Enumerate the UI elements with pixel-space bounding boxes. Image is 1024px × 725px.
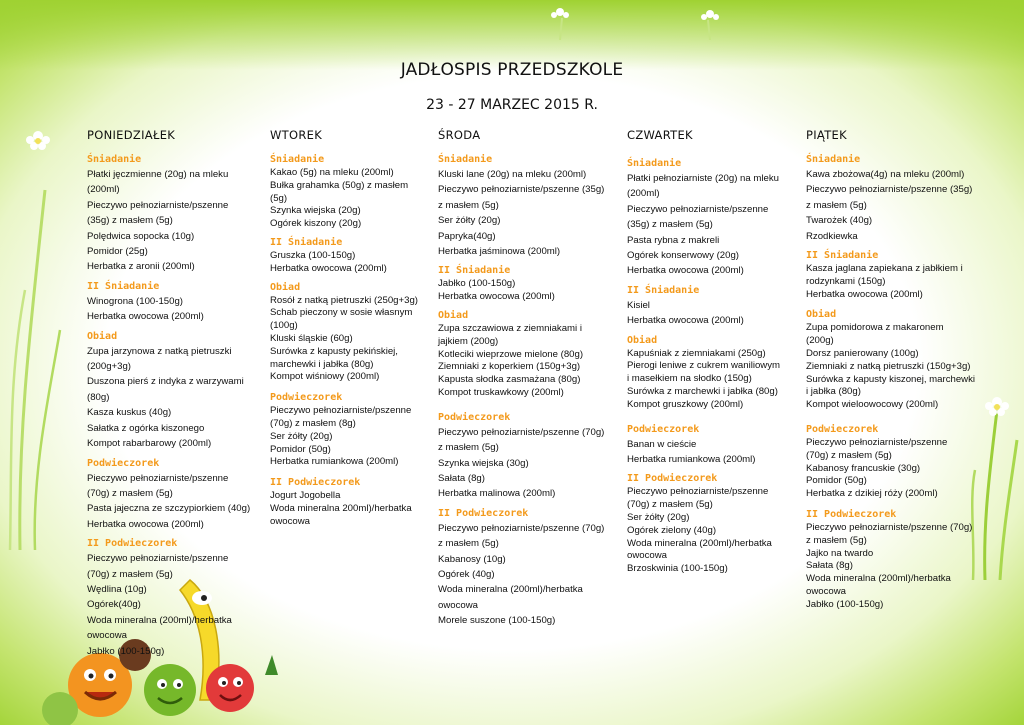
menu-item: Pieczywo pełnoziarniste/pszenne xyxy=(87,472,229,484)
menu-item: Ziemniaki z koperkiem (150g+3g) xyxy=(438,361,581,373)
menu-item: Woda mineralna (200ml)/herbatka xyxy=(87,614,232,626)
menu-item: Kakao (5g) na mleku (200ml) xyxy=(270,167,394,178)
menu-item: Pasta jajeczna ze szczypiorkiem (40g) xyxy=(87,503,251,515)
menu-item: Banan w cieście xyxy=(627,438,697,450)
menu-item: Kawa zbożowa(4g) na mleku (200ml) xyxy=(806,169,965,180)
menu-item: Dorsz panierowany (100g) xyxy=(806,348,919,360)
meal-label: Śniadanie xyxy=(270,154,325,165)
menu-item: Jogurt Jogobella xyxy=(270,490,341,502)
menu-item: Papryka(40g) xyxy=(438,230,496,242)
menu-item: Pieczywo pełnoziarniste/pszenne xyxy=(87,553,229,565)
menu-item: Schab pieczony w sosie własnym xyxy=(270,307,413,319)
meal-section xyxy=(270,237,435,276)
menu-item: Kompot rabarbarowy (200ml) xyxy=(87,438,212,450)
menu-item: rodzynkami (150g) xyxy=(806,275,886,287)
date-range: 23 - 27 MARZEC 2015 R. xyxy=(426,97,598,113)
meal-section xyxy=(438,265,620,304)
menu-item: Kapuśniak z ziemniakami (250g) xyxy=(627,347,766,359)
meal-label: II Śniadanie xyxy=(438,265,511,277)
menu-item: Jajko na twardo xyxy=(806,547,874,559)
menu-item: Kabanosy francuskie (30g) xyxy=(806,462,921,474)
day-column-tuesday xyxy=(270,128,435,529)
meal-section xyxy=(270,477,435,528)
meal-section xyxy=(87,281,262,325)
menu-item: Ogórek kiszony (20g) xyxy=(270,218,362,230)
meal-section xyxy=(627,335,797,412)
menu-item: (100g) xyxy=(270,320,298,332)
menu-item: Herbatka owocowa (200ml) xyxy=(87,518,204,530)
meal-section xyxy=(87,458,262,533)
meal-section xyxy=(438,310,620,400)
menu-item: Pasta rybna z makreli xyxy=(627,234,720,246)
menu-item: Sałata (8g) xyxy=(438,473,485,485)
menu-item: Kisiel xyxy=(627,299,650,311)
menu-item: Wędlina (10g) xyxy=(87,583,147,595)
day-header: PIĄTEK xyxy=(806,128,847,142)
meal-label: II Śniadanie xyxy=(270,236,343,248)
menu-item: jajkiem (200g) xyxy=(438,335,499,347)
menu-item: (70g) z masłem (5g) xyxy=(806,449,892,461)
menu-item: Rosół z natką pietruszki (250g+3g) xyxy=(270,294,418,306)
menu-item: Bułka grahamka (50g) z masłem xyxy=(270,179,409,191)
menu-item: Ser żółty (20g) xyxy=(438,215,501,227)
meal-section xyxy=(438,412,620,502)
menu-item: (200g+3g) xyxy=(87,361,132,373)
menu-item: Woda mineralna 200ml)/herbatka xyxy=(270,502,412,514)
menu-item: z masłem (5g) xyxy=(438,442,499,454)
menu-item: Woda mineralna (200ml)/herbatka xyxy=(627,537,772,549)
meal-label: Śniadanie xyxy=(438,154,493,165)
meal-label: II Śniadanie xyxy=(627,284,700,296)
menu-item: (200ml) xyxy=(87,184,120,196)
menu-item: Pieczywo pełnoziarniste/pszenne (35g) xyxy=(806,184,973,196)
meal-section xyxy=(87,154,262,275)
meal-label: II Podwieczorek xyxy=(87,538,178,550)
menu-item: Kompot gruszkowy (200ml) xyxy=(627,398,744,410)
menu-item: Morele suszone (100-150g) xyxy=(438,615,556,627)
menu-item: Kabanosy (10g) xyxy=(438,553,506,565)
menu-item: Kluski śląskie (60g) xyxy=(270,332,353,344)
menu-item: Surówka z marchewki i jabłka (80g) xyxy=(627,386,778,398)
menu-item: Twarożek (40g) xyxy=(806,215,873,227)
meal-label: Podwieczorek xyxy=(87,457,160,469)
menu-item: Ogórek(40g) xyxy=(87,599,141,611)
menu-item: Pieczywo pełnoziarniste/pszenne xyxy=(270,405,412,417)
menu-item: Ogórek konserwowy (20g) xyxy=(627,250,739,262)
menu-item: (70g) z masłem (5g) xyxy=(627,499,713,511)
menu-item: (200ml) xyxy=(627,188,660,200)
menu-item: Herbatka z aronii (200ml) xyxy=(87,261,195,273)
menu-item: Herbatka z dzikiej róży (200ml) xyxy=(806,488,938,500)
meal-label: Podwieczorek xyxy=(806,424,879,435)
grass-left-decoration xyxy=(0,130,70,550)
menu-item: Kotleciki wieprzowe mielone (80g) xyxy=(438,348,584,360)
meal-section xyxy=(627,158,797,279)
meal-section xyxy=(270,154,435,231)
menu-item: i masełkiem na słodko (150g) xyxy=(627,373,752,385)
day-header: PONIEDZIAŁEK xyxy=(87,128,176,142)
menu-item: Pieczywo pełnoziarniste/pszenne xyxy=(806,437,948,448)
menu-item: Kluski lane (20g) na mleku (200ml) xyxy=(438,169,587,180)
menu-item: Herbatka owocowa (200ml) xyxy=(627,265,744,277)
menu-item: Płatki pełnoziarniste (20g) na mleku xyxy=(627,173,779,184)
meal-label: Podwieczorek xyxy=(627,423,700,435)
menu-item: z masłem (5g) xyxy=(438,199,499,211)
meal-label: II Podwieczorek xyxy=(627,473,718,485)
menu-item: Ogórek (40g) xyxy=(438,569,495,581)
flowers-top-decoration xyxy=(520,0,750,40)
menu-item: Surówka z kapusty pekińskiej, xyxy=(270,345,398,357)
menu-item: (200g) xyxy=(806,335,834,347)
meal-label: II Śniadanie xyxy=(806,250,879,262)
menu-item: Pomidor (25g) xyxy=(87,246,148,258)
menu-item: Zupa szczawiowa z ziemniakami i xyxy=(438,323,582,335)
menu-item: Herbatka owocowa (200ml) xyxy=(87,311,204,323)
meal-section xyxy=(87,538,262,659)
menu-item: Kasza kuskus (40g) xyxy=(87,407,172,419)
menu-item: Pieczywo pełnoziarniste/pszenne xyxy=(627,486,769,498)
menu-item: Herbatka rumiankowa (200ml) xyxy=(270,456,399,468)
menu-item: Winogrona (100-150g) xyxy=(87,295,183,307)
menu-item: Pieczywo pełnoziarniste/pszenne (70g) xyxy=(438,426,605,438)
meal-section xyxy=(438,154,620,259)
menu-item: Herbatka rumiankowa (200ml) xyxy=(627,454,756,466)
menu-item: Surówka z kapusty kiszonej, marchewki xyxy=(806,373,976,385)
menu-item: (70g) z masłem (8g) xyxy=(270,417,356,429)
meal-section xyxy=(806,309,991,412)
menu-item: Pierogi leniwe z cukrem waniliowym xyxy=(627,360,781,372)
menu-item: Woda mineralna (200ml)/herbatka xyxy=(438,584,583,596)
menu-item: Kasza jaglana zapiekana z jabłkiem i xyxy=(806,263,963,275)
menu-item: marchewki i jabłka (80g) xyxy=(270,358,374,370)
menu-item: z masłem (5g) xyxy=(806,199,867,211)
menu-item: (70g) z masłem (5g) xyxy=(87,568,173,580)
meal-section xyxy=(438,508,620,629)
menu-item: Rzodkiewka xyxy=(806,230,858,242)
menu-item: Szynka wiejska (20g) xyxy=(270,205,361,217)
menu-item: Jabłko (100-150g) xyxy=(438,278,516,290)
meal-label: Obiad xyxy=(270,281,301,293)
day-column-monday xyxy=(87,128,262,659)
meal-label: II Podwieczorek xyxy=(438,507,529,519)
meal-section xyxy=(270,282,435,385)
page-title: JADŁOSPIS PRZEDSZKOLE xyxy=(400,60,624,80)
meal-label: Obiad xyxy=(806,309,837,321)
menu-item: Płatki jęczmienne (20g) na mleku xyxy=(87,169,229,180)
menu-item: Ogórek zielony (40g) xyxy=(627,524,717,536)
day-column-friday xyxy=(806,128,991,612)
menu-item: Polędwica sopocka (10g) xyxy=(87,230,195,242)
menu-item: Kompot truskawkowy (200ml) xyxy=(438,387,564,399)
menu-item: Herbatka malinowa (200ml) xyxy=(438,488,556,500)
menu-item: owocowa xyxy=(806,585,846,597)
menu-item: Duszona pierś z indyka z warzywami xyxy=(87,376,244,388)
menu-item: Pieczywo pełnoziarniste/pszenne xyxy=(627,203,769,215)
meal-section xyxy=(627,424,797,468)
meal-section xyxy=(806,424,991,501)
meal-label: II Podwieczorek xyxy=(270,477,361,489)
menu-item: Pomidor (50g) xyxy=(806,475,867,487)
meal-label: II Podwieczorek xyxy=(806,508,897,520)
menu-item: Sałata (8g) xyxy=(806,560,853,572)
menu-item: z masłem (5g) xyxy=(438,538,499,550)
meal-label: Obiad xyxy=(87,330,118,342)
meal-section xyxy=(87,331,262,452)
menu-item: Herbatka owocowa (200ml) xyxy=(438,291,555,303)
meal-label: Śniadanie xyxy=(87,154,142,165)
menu-item: Woda mineralna (200ml)/herbatka xyxy=(806,573,951,585)
menu-item: Pieczywo pełnoziarniste/pszenne xyxy=(87,199,229,211)
menu-item: (80g) xyxy=(87,391,110,403)
menu-item: Kapusta słodka zasmażana (80g) xyxy=(438,374,581,386)
menu-item: Pieczywo pełnoziarniste/pszenne (35g) xyxy=(438,184,605,196)
menu-item: (70g) z masłem (5g) xyxy=(87,487,173,499)
menu-item: owocowa xyxy=(87,630,127,642)
menu-item: Kompot wiśniowy (200ml) xyxy=(270,371,380,383)
day-header: WTOREK xyxy=(270,128,323,142)
meal-section xyxy=(627,473,797,576)
menu-item: Herbatka owocowa (200ml) xyxy=(806,288,923,300)
day-column-wednesday xyxy=(438,128,620,629)
day-header: ŚRODA xyxy=(438,128,481,142)
menu-item: (35g) z masłem (5g) xyxy=(627,219,713,231)
day-column-thursday xyxy=(627,128,797,576)
meal-label: Podwieczorek xyxy=(438,411,511,423)
menu-item: owocowa xyxy=(627,550,667,562)
menu-item: Pomidor (50g) xyxy=(270,443,331,455)
menu-item: Jabłko (100-150g) xyxy=(806,598,884,610)
menu-item: Zupa jarzynowa z natką pietruszki xyxy=(87,345,232,357)
menu-item: Ziemniaki z natką pietruszki (150g+3g) xyxy=(806,360,971,372)
meal-section xyxy=(806,250,991,301)
menu-item: Herbatka owocowa (200ml) xyxy=(270,262,387,274)
menu-item: Ser żółty (20g) xyxy=(627,512,690,524)
meal-label: Śniadanie xyxy=(806,154,861,165)
menu-item: owocowa xyxy=(438,599,478,611)
menu-item: Szynka wiejska (30g) xyxy=(438,457,529,469)
menu-item: Pieczywo pełnoziarniste/pszenne (70g) xyxy=(806,521,973,533)
meal-section xyxy=(270,392,435,469)
menu-item: Herbatka jaśminowa (200ml) xyxy=(438,246,561,258)
meal-label: Obiad xyxy=(438,310,469,322)
meal-section xyxy=(806,509,991,612)
menu-item: Ser żółty (20g) xyxy=(270,430,333,442)
menu-item: (5g) xyxy=(270,192,288,204)
menu-item: i jabłka (80g) xyxy=(806,386,861,398)
menu-item: Brzoskwinia (100-150g) xyxy=(627,563,728,575)
day-header: CZWARTEK xyxy=(627,128,693,142)
menu-item: owocowa xyxy=(270,515,310,527)
meal-section xyxy=(627,285,797,329)
meal-label: II Śniadanie xyxy=(87,280,160,292)
menu-item: (35g) z masłem (5g) xyxy=(87,215,173,227)
menu-item: Zupa pomidorowa z makaronem xyxy=(806,322,944,334)
meal-label: Podwieczorek xyxy=(270,392,343,404)
meal-label: Śniadanie xyxy=(627,158,682,169)
menu-item: Gruszka (100-150g) xyxy=(270,249,356,261)
menu-item: Pieczywo pełnoziarniste/pszenne (70g) xyxy=(438,522,605,534)
menu-item: z masłem (5g) xyxy=(806,534,867,546)
menu-item: Kompot wieloowocowy (200ml) xyxy=(806,399,939,411)
menu-item: Jabłko (100-150g) xyxy=(87,645,165,657)
menu-item: Sałatka z ogórka kiszonego xyxy=(87,422,205,434)
meal-label: Obiad xyxy=(627,334,658,346)
meal-section xyxy=(806,154,991,244)
menu-item: Herbatka owocowa (200ml) xyxy=(627,315,744,327)
